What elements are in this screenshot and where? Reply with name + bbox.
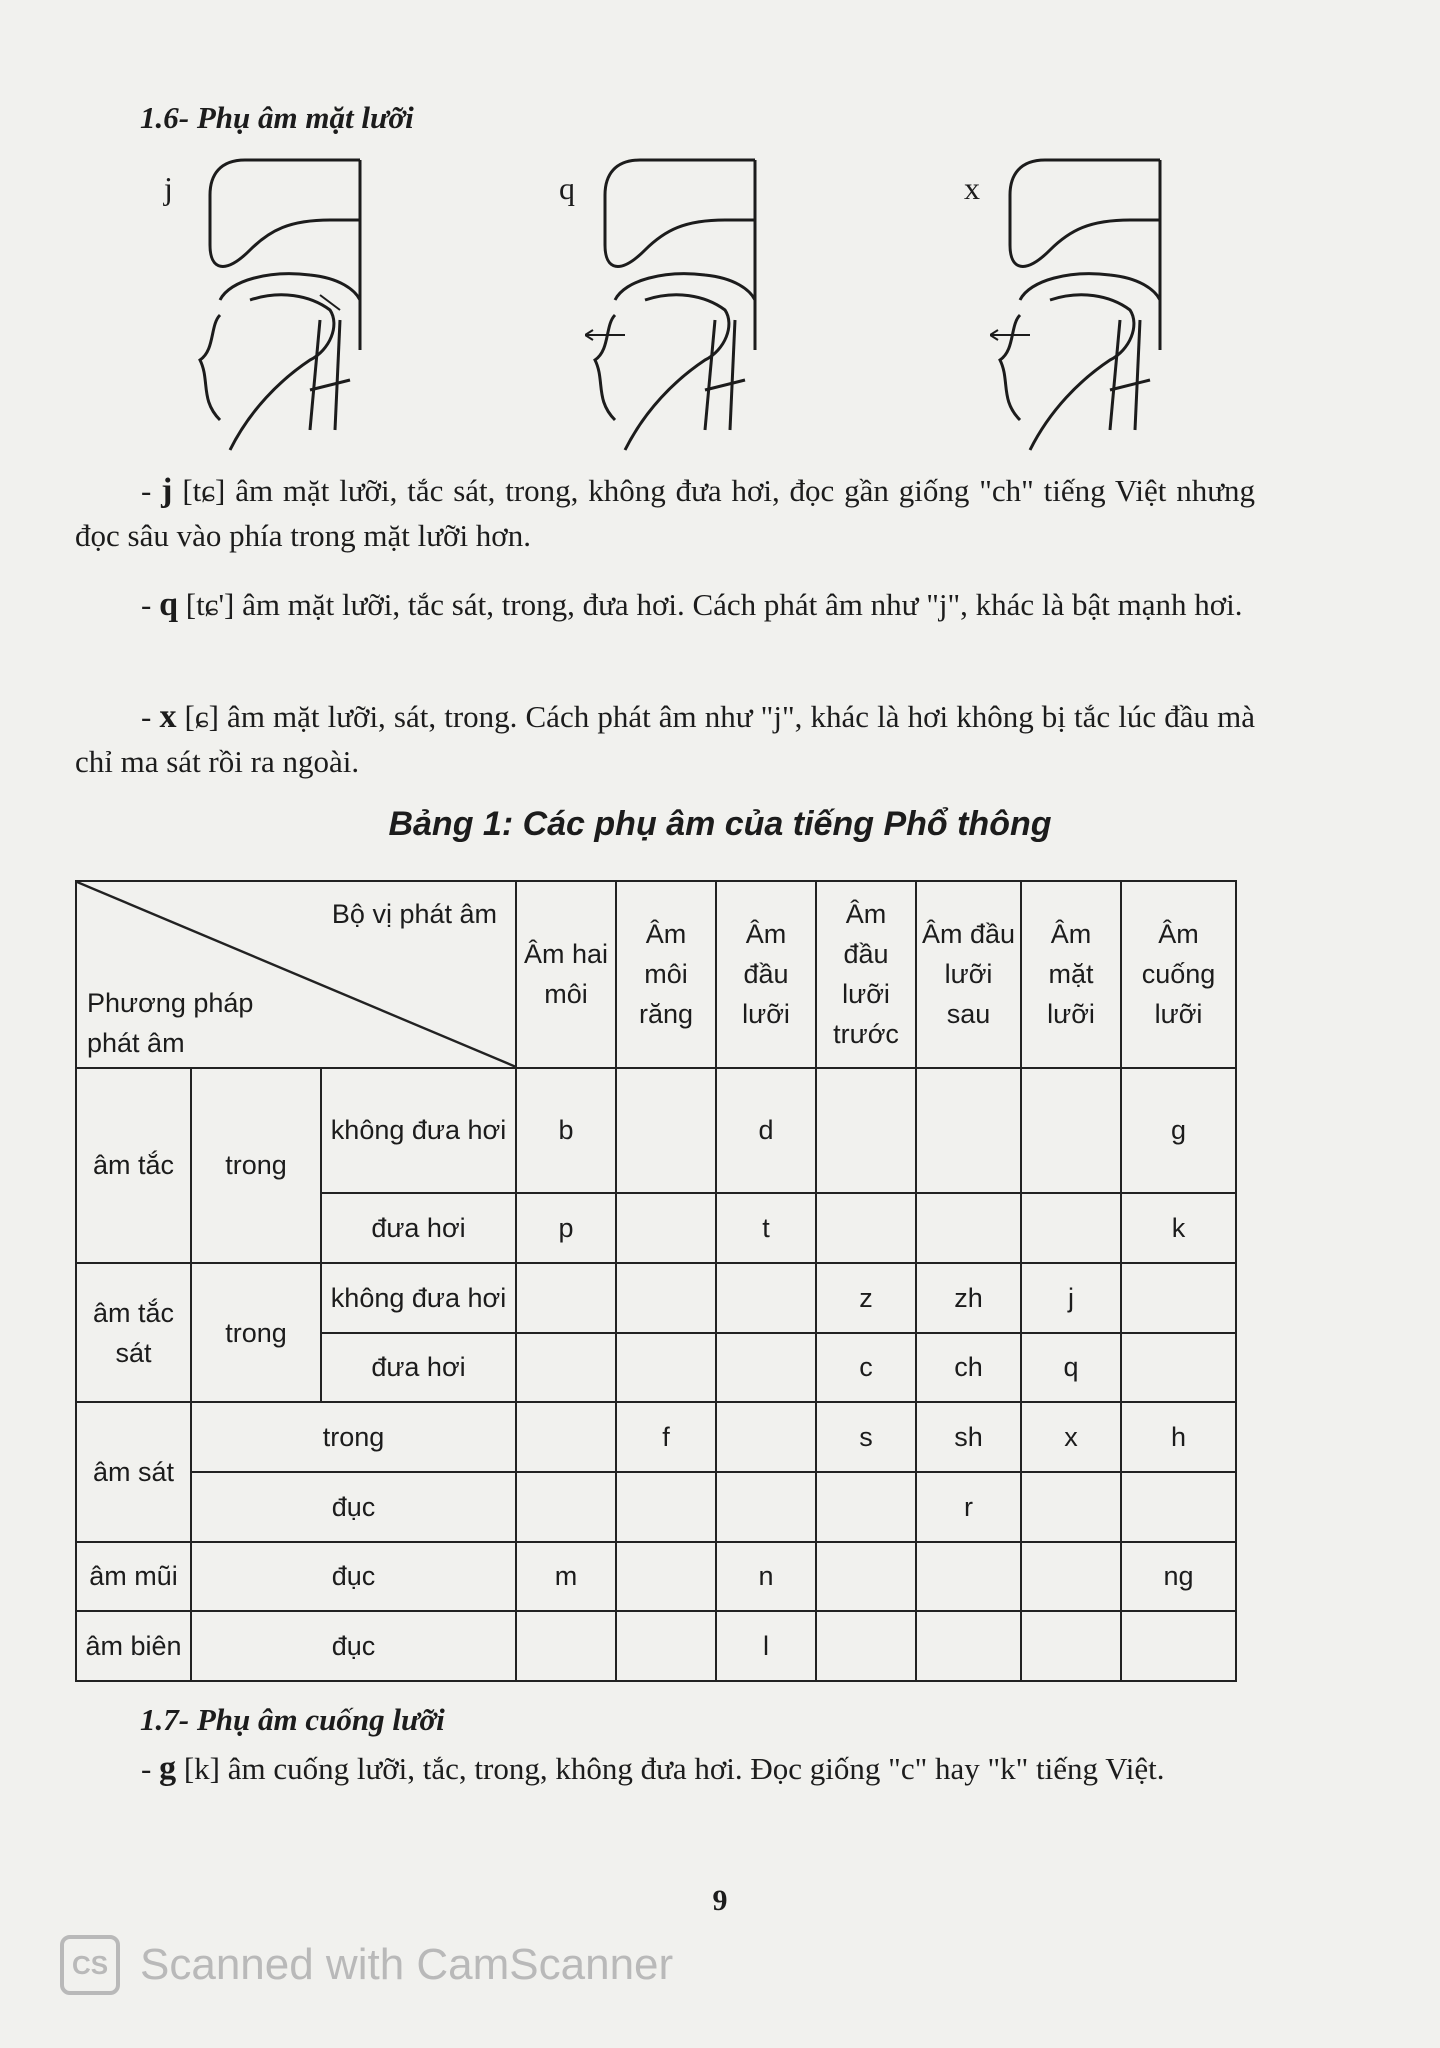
table-cell	[1021, 1611, 1121, 1681]
table-cell	[916, 1068, 1021, 1194]
tongue-palate-diagram-icon	[990, 150, 1280, 460]
row-header: âm tắc sát	[76, 1263, 191, 1402]
tongue-palate-diagram-icon	[585, 150, 875, 460]
diagram-q	[559, 150, 875, 460]
table-cell: p	[516, 1193, 616, 1263]
table-cell	[716, 1402, 816, 1472]
table-cell	[616, 1263, 716, 1333]
table-cell: f	[616, 1402, 716, 1472]
letter-q: q	[159, 586, 178, 623]
page-number: 9	[712, 1884, 728, 1917]
paragraph-j: - j [tɕ] âm mặt lưỡi, tắc sát, trong, không đưa hơi, đọc gần giống "ch" tiếng Việt nhưng đọc sâu vào phía trong mặt lưỡi hơn.	[75, 472, 1255, 553]
column-header: Âm đầu lưỡi trước	[816, 881, 916, 1068]
diagram-label: x	[964, 170, 980, 206]
table-cell	[516, 1402, 616, 1472]
diagram-j	[164, 150, 480, 460]
table-cell: d	[716, 1068, 816, 1194]
table-corner-cell	[76, 881, 516, 1068]
row-subheader: đưa hơi	[321, 1193, 516, 1263]
camscanner-watermark	[60, 1935, 673, 1995]
table-cell	[816, 1542, 916, 1612]
table-cell: z	[816, 1263, 916, 1333]
column-header: Âm đầu lưỡi	[716, 881, 816, 1068]
camscanner-logo-icon: CS	[60, 1935, 120, 1995]
table-cell	[616, 1611, 716, 1681]
watermark-text: Scanned with CamScanner	[140, 1940, 674, 1989]
table-cell	[716, 1263, 816, 1333]
row-subheader: đưa hơi	[321, 1333, 516, 1403]
table-cell	[1021, 1068, 1121, 1194]
paragraph-text: [ɕ] âm mặt lưỡi, sát, trong. Cách phát âm như "j", khác là hơi không bị tắc lúc đầu mà chỉ ma sát rồi ra ngoài.	[75, 699, 1255, 779]
table-title: Bảng 1: Các phụ âm của tiếng Phổ thông	[388, 805, 1052, 843]
paragraph-text: [k] âm cuống lưỡi, tắc, trong, không đưa hơi. Đọc giống "c" hay "k" tiếng Việt.	[176, 1751, 1165, 1786]
row-header: âm mũi	[76, 1542, 191, 1612]
corner-label-bottom: Phương pháp phát âm	[87, 987, 254, 1058]
table-cell: r	[916, 1472, 1021, 1542]
table-cell	[1121, 1611, 1236, 1681]
table-cell	[1121, 1333, 1236, 1403]
row-subheader: đục	[191, 1611, 516, 1681]
diagram-x	[964, 150, 1280, 460]
letter-x: x	[159, 698, 177, 735]
corner-label-top: Bộ vị phát âm	[331, 899, 498, 929]
paragraph-text: [tɕ'] âm mặt lưỡi, tắc sát, trong, đưa hơi. Cách phát âm như "j", khác là bật mạnh hơi.	[178, 587, 1243, 622]
section-title-1-7: 1.7- Phụ âm cuống lưỡi	[140, 1702, 445, 1737]
column-header: Âm hai môi	[516, 881, 616, 1068]
table-cell: m	[516, 1542, 616, 1612]
table-cell: k	[1121, 1193, 1236, 1263]
diagram-label: q	[559, 170, 575, 206]
row-subheader: không đưa hơi	[321, 1263, 516, 1333]
row-subheader: đục	[191, 1472, 516, 1542]
row-subheader: trong	[191, 1402, 516, 1472]
column-header: Âm môi răng	[616, 881, 716, 1068]
table-cell	[816, 1068, 916, 1194]
table-cell: b	[516, 1068, 616, 1194]
table-cell	[516, 1611, 616, 1681]
table-cell	[616, 1542, 716, 1612]
row-subheader: không đưa hơi	[321, 1068, 516, 1194]
paragraph-x: - x [ɕ] âm mặt lưỡi, sát, trong. Cách phát âm như "j", khác là hơi không bị tắc lúc đầu mà chỉ ma sát rồi ra ngoài.	[75, 698, 1255, 779]
table-cell: s	[816, 1402, 916, 1472]
table-cell: g	[1121, 1068, 1236, 1194]
letter-g: g	[159, 1750, 177, 1787]
section-title-1-6: 1.6- Phụ âm mặt lưỡi	[140, 100, 414, 135]
table-row	[76, 1402, 1236, 1472]
table-cell: ng	[1121, 1542, 1236, 1612]
table-cell	[716, 1333, 816, 1403]
table-row	[76, 1263, 1236, 1333]
table-cell	[616, 1472, 716, 1542]
table-cell	[916, 1193, 1021, 1263]
column-header: Âm cuống lưỡi	[1121, 881, 1236, 1068]
diagram-label: j	[164, 170, 173, 206]
table-cell	[916, 1611, 1021, 1681]
table-header-row	[76, 881, 1236, 1068]
table-cell	[516, 1472, 616, 1542]
table-cell: ch	[916, 1333, 1021, 1403]
table-cell	[1021, 1472, 1121, 1542]
table-cell	[1121, 1263, 1236, 1333]
column-header: Âm mặt lưỡi	[1021, 881, 1121, 1068]
table-cell	[1021, 1542, 1121, 1612]
table-cell	[916, 1542, 1021, 1612]
table-cell: sh	[916, 1402, 1021, 1472]
table-cell: zh	[916, 1263, 1021, 1333]
table-cell	[816, 1193, 916, 1263]
table-cell	[816, 1472, 916, 1542]
row-subheader: trong	[191, 1263, 321, 1402]
paragraph-text: [tɕ] âm mặt lưỡi, tắc sát, trong, không đưa hơi, đọc gần giống "ch" tiếng Việt nhưng đọc sâu vào phía trong mặt lưỡi hơn.	[75, 473, 1255, 553]
table-cell: n	[716, 1542, 816, 1612]
table-cell	[1021, 1193, 1121, 1263]
table-row	[76, 1068, 1236, 1131]
row-header: âm tắc	[76, 1068, 191, 1263]
letter-j: j	[161, 472, 173, 509]
table-cell: h	[1121, 1402, 1236, 1472]
table-cell: l	[716, 1611, 816, 1681]
paragraph-q: - q [tɕ'] âm mặt lưỡi, tắc sát, trong, đưa hơi. Cách phát âm như "j", khác là bật mạnh hơi.	[141, 586, 1243, 623]
table-cell	[616, 1068, 716, 1194]
consonant-table	[75, 880, 1237, 1682]
table-row	[76, 1542, 1236, 1612]
table-cell	[716, 1472, 816, 1542]
row-header: âm biên	[76, 1611, 191, 1681]
table-cell: j	[1021, 1263, 1121, 1333]
table-cell	[616, 1193, 716, 1263]
table-cell	[516, 1263, 616, 1333]
tongue-palate-diagram-icon	[190, 150, 480, 460]
row-header: âm sát	[76, 1402, 191, 1541]
table-cell	[1121, 1472, 1236, 1542]
table-row	[76, 1611, 1236, 1681]
table-cell	[516, 1333, 616, 1403]
paragraph-g: - g [k] âm cuống lưỡi, tắc, trong, không đưa hơi. Đọc giống "c" hay "k" tiếng Việt.	[141, 1750, 1165, 1787]
column-header: Âm đầu lưỡi sau	[916, 881, 1021, 1068]
table-row	[76, 1472, 1236, 1542]
table-cell	[816, 1611, 916, 1681]
row-subheader: đục	[191, 1542, 516, 1612]
table-cell	[616, 1333, 716, 1403]
row-subheader: trong	[191, 1068, 321, 1263]
table-cell: t	[716, 1193, 816, 1263]
table-cell: q	[1021, 1333, 1121, 1403]
table-cell: c	[816, 1333, 916, 1403]
table-cell: x	[1021, 1402, 1121, 1472]
